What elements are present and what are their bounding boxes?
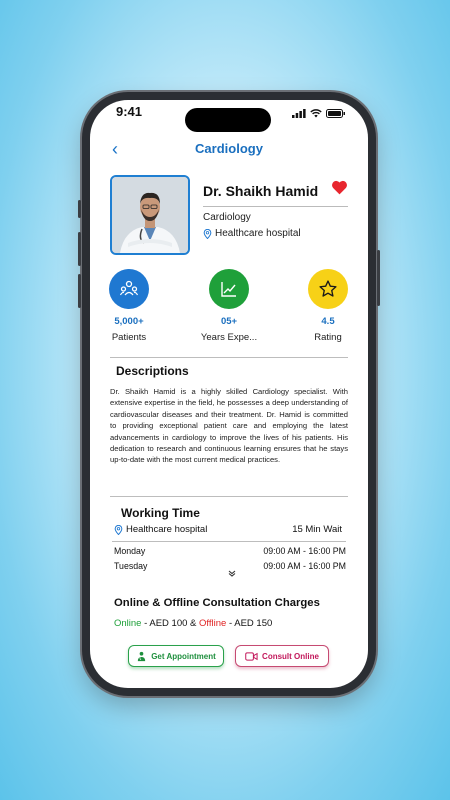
- stat-experience-label: Years Expe...: [200, 332, 258, 343]
- expand-chevron-icon[interactable]: [228, 570, 236, 579]
- doctor-icon: [136, 651, 147, 662]
- doctor-hospital: [203, 228, 301, 239]
- online-label: Online: [114, 618, 142, 629]
- schedule-day: Tuesday: [114, 561, 148, 571]
- star-icon: [308, 269, 348, 309]
- charges-line: [114, 618, 272, 629]
- stat-rating-label: Rating: [314, 332, 342, 343]
- get-appointment-label: Get Appointment: [151, 651, 216, 661]
- charges-title: Online & Offline Consultation Charges: [114, 597, 320, 609]
- power-button: [377, 250, 380, 306]
- working-divider: [112, 541, 346, 542]
- working-hospital-label: Healthcare hospital: [126, 524, 208, 535]
- heart-icon[interactable]: [331, 180, 348, 200]
- stat-patients-label: Patients: [111, 332, 147, 343]
- schedule-day: Monday: [114, 546, 146, 556]
- page-title: Cardiology: [195, 141, 263, 156]
- patients-icon: [109, 269, 149, 309]
- stats-divider: [110, 357, 348, 358]
- doctor-hospital-label: Healthcare hospital: [215, 228, 301, 239]
- name-divider: [203, 206, 348, 207]
- stat-patients: [90, 269, 169, 343]
- app-screen: [90, 100, 368, 688]
- doctor-photo: [110, 175, 190, 255]
- working-time-title: Working Time: [121, 506, 200, 520]
- chevron-left-icon[interactable]: ‹: [112, 139, 118, 159]
- volume-up-button: [78, 232, 81, 266]
- status-icons: [292, 109, 346, 118]
- offline-price: - AED 150: [228, 618, 273, 629]
- consult-online-button[interactable]: [235, 645, 329, 667]
- descriptions-text: Dr. Shaikh Hamid is a highly skilled Cardiology specialist. With extensive expertise in the field, he possesses a deep understanding of cardiovascular diseases and their treatment. Dr. Hamid is committed to providing exceptional patient care and employing the latest advancements in cardiology to improve the lives of his patients. His dedication to research and continuous learning ensures that he stays up-to-date with the most current medical practices.: [110, 387, 348, 465]
- schedule-hours: 09:00 AM - 16:00 PM: [263, 561, 346, 571]
- status-bar: [90, 100, 368, 134]
- stat-rating: [288, 269, 368, 343]
- chart-icon: [209, 269, 249, 309]
- description-divider: [110, 496, 348, 497]
- stat-experience-value: 05+: [220, 316, 238, 327]
- location-pin-icon: [203, 229, 212, 239]
- wifi-icon: [310, 109, 322, 118]
- stat-rating-value: 4.5: [321, 316, 335, 327]
- doctor-name: Dr. Shaikh Hamid: [203, 183, 319, 199]
- stat-patients-value: 5,000+: [114, 316, 144, 327]
- status-time: 9:41: [116, 104, 143, 119]
- online-price: - AED 100 &: [144, 618, 197, 629]
- location-pin-icon: [114, 525, 123, 535]
- signal-icon: [292, 109, 306, 118]
- doctor-specialty: Cardiology: [203, 212, 251, 223]
- silent-switch: [78, 200, 81, 218]
- stat-experience: [189, 269, 269, 343]
- consult-online-label: Consult Online: [262, 651, 319, 661]
- video-icon: [245, 652, 258, 661]
- descriptions-title: Descriptions: [116, 364, 189, 378]
- battery-icon: [326, 109, 346, 118]
- working-hospital: [114, 524, 207, 535]
- volume-down-button: [78, 274, 81, 308]
- schedule-row: [114, 546, 346, 556]
- offline-label: Offline: [199, 618, 227, 629]
- app-header: [90, 138, 368, 166]
- schedule-hours: 09:00 AM - 16:00 PM: [263, 546, 346, 556]
- wait-time: 15 Min Wait: [292, 524, 342, 535]
- phone-frame: [82, 92, 376, 696]
- dynamic-island: [185, 108, 271, 132]
- get-appointment-button[interactable]: [128, 645, 224, 667]
